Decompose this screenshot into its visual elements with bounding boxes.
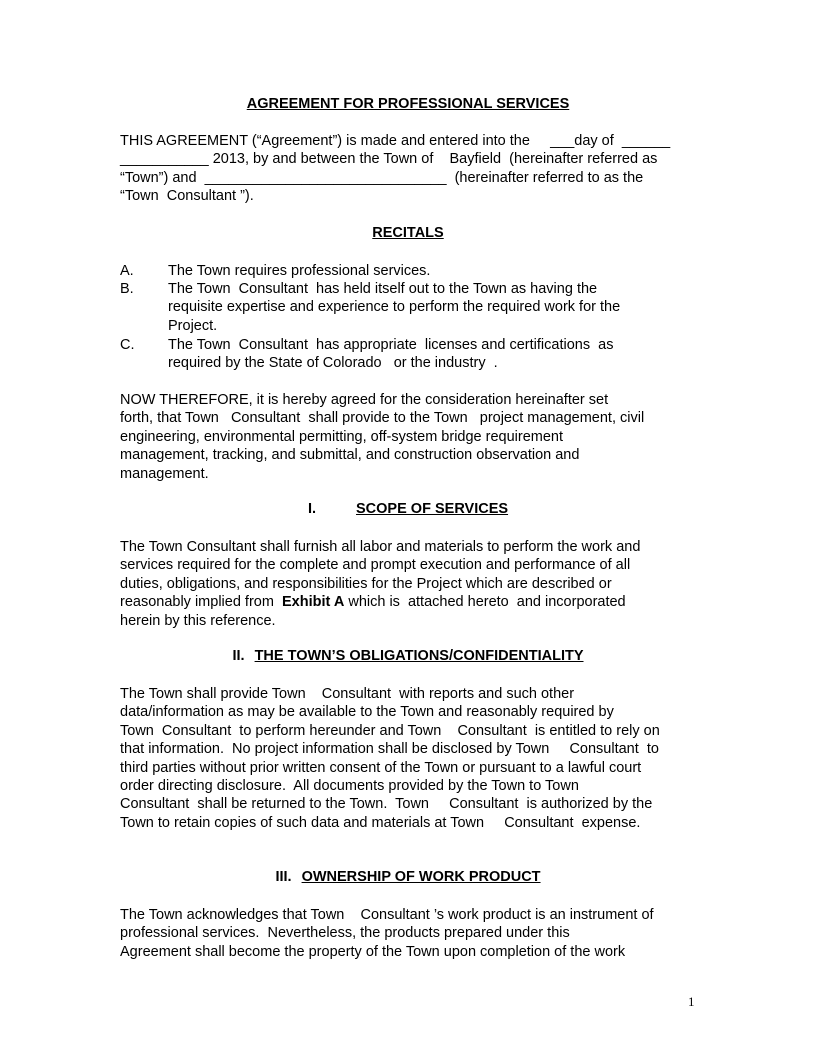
recital-text: The Town Consultant has appropriate licenses and certifications as [168,337,614,353]
recital-text: The Town requires professional services. [168,263,431,279]
recital-letter: A. [120,263,134,279]
line-text: which is attached hereto and incorporated [344,594,626,611]
page-number: 1 [688,994,695,1009]
section-1-paragraph [120,538,700,630]
section-3-heading [0,869,816,885]
paragraph-line: management. [120,465,209,482]
paragraph-line: services required for the complete and prompt execution and performance of all [120,557,631,574]
paragraph-line: The Town acknowledges that Town Consultant ’s work product is an instrument of [120,907,654,923]
paragraph-line: management, tracking, and submittal, and construction observation and [120,447,580,464]
paragraph-line: Agreement shall become the property of the Town upon completion of the work [120,943,626,960]
paragraph-line: Consultant shall be returned to the Town. Town Consultant is authorized by the [120,796,653,813]
section-1-heading [0,501,816,517]
intro-line: “Town”) and ______________________________ (hereinafter referred to as the [120,169,644,186]
recital-letter: B. [120,281,134,297]
paragraph-line [120,593,700,611]
paragraph-line: third parties without prior written consent of the Town or pursuant to a lawful court [120,759,642,776]
recital-text: requisite expertise and experience to perform the required work for the [168,299,621,316]
document-title: AGREEMENT FOR PROFESSIONAL SERVICES [246,96,570,112]
intro-paragraph [120,132,700,206]
paragraph-line: The Town shall provide Town Consultant with reports and such other [120,686,575,702]
intro-line: ___________ 2013, by and between the Town of Bayfield (hereinafter referred as [120,151,658,168]
paragraph-line: NOW THEREFORE, it is hereby agreed for the consideration hereinafter set [120,392,609,408]
recital-text: Project. [168,317,218,334]
paragraph-line: Town to retain copies of such data and materials at Town Consultant expense. [120,814,641,831]
paragraph-line: order directing disclosure. All documents provided by the Town to Town [120,778,579,795]
intro-line: THIS AGREEMENT (“Agreement”) is made and entered into the ___day of ______ [120,133,671,149]
paragraph-line: that information. No project information shall be disclosed by Town Consultant to [120,741,659,758]
paragraph-line: herein by this reference. [120,612,276,629]
recital-text: required by the State of Colorado or the industry . [168,355,498,372]
section-2-paragraph [120,685,700,832]
section-number: III. [275,869,292,885]
intro-line: “Town Consultant ”). [120,188,254,205]
paragraph-line: data/information as may be available to the Town and reasonably required by [120,704,614,721]
paragraph-line: professional services. Nevertheless, the products prepared under this [120,925,570,942]
line-text: reasonably implied from [120,594,282,611]
section-number: II. [232,648,245,664]
paragraph-line: duties, obligations, and responsibilities for the Project which are described or [120,575,612,592]
paragraph-line: engineering, environmental permitting, off-system bridge requirement [120,428,564,445]
now-therefore-paragraph [120,391,700,483]
paragraph-line: forth, that Town Consultant shall provide to the Town project management, civil [120,410,645,427]
section-number: I. [307,501,317,517]
recital-letter: C. [120,337,135,353]
recital-text: The Town Consultant has held itself out to the Town as having the [168,281,598,297]
paragraph-line: Town Consultant to perform hereunder and Town Consultant is entitled to rely on [120,722,660,739]
section-title: SCOPE OF SERVICES [356,501,509,517]
section-title: THE TOWN’S OBLIGATIONS/CONFIDENTIALITY [254,648,584,664]
section-title: OWNERSHIP OF WORK PRODUCT [301,869,541,885]
section-2-heading [0,648,816,664]
section-3-paragraph [120,906,700,961]
exhibit-reference: Exhibit A [282,594,345,611]
recitals-heading: RECITALS [372,225,444,241]
paragraph-line: The Town Consultant shall furnish all labor and materials to perform the work and [120,539,641,555]
